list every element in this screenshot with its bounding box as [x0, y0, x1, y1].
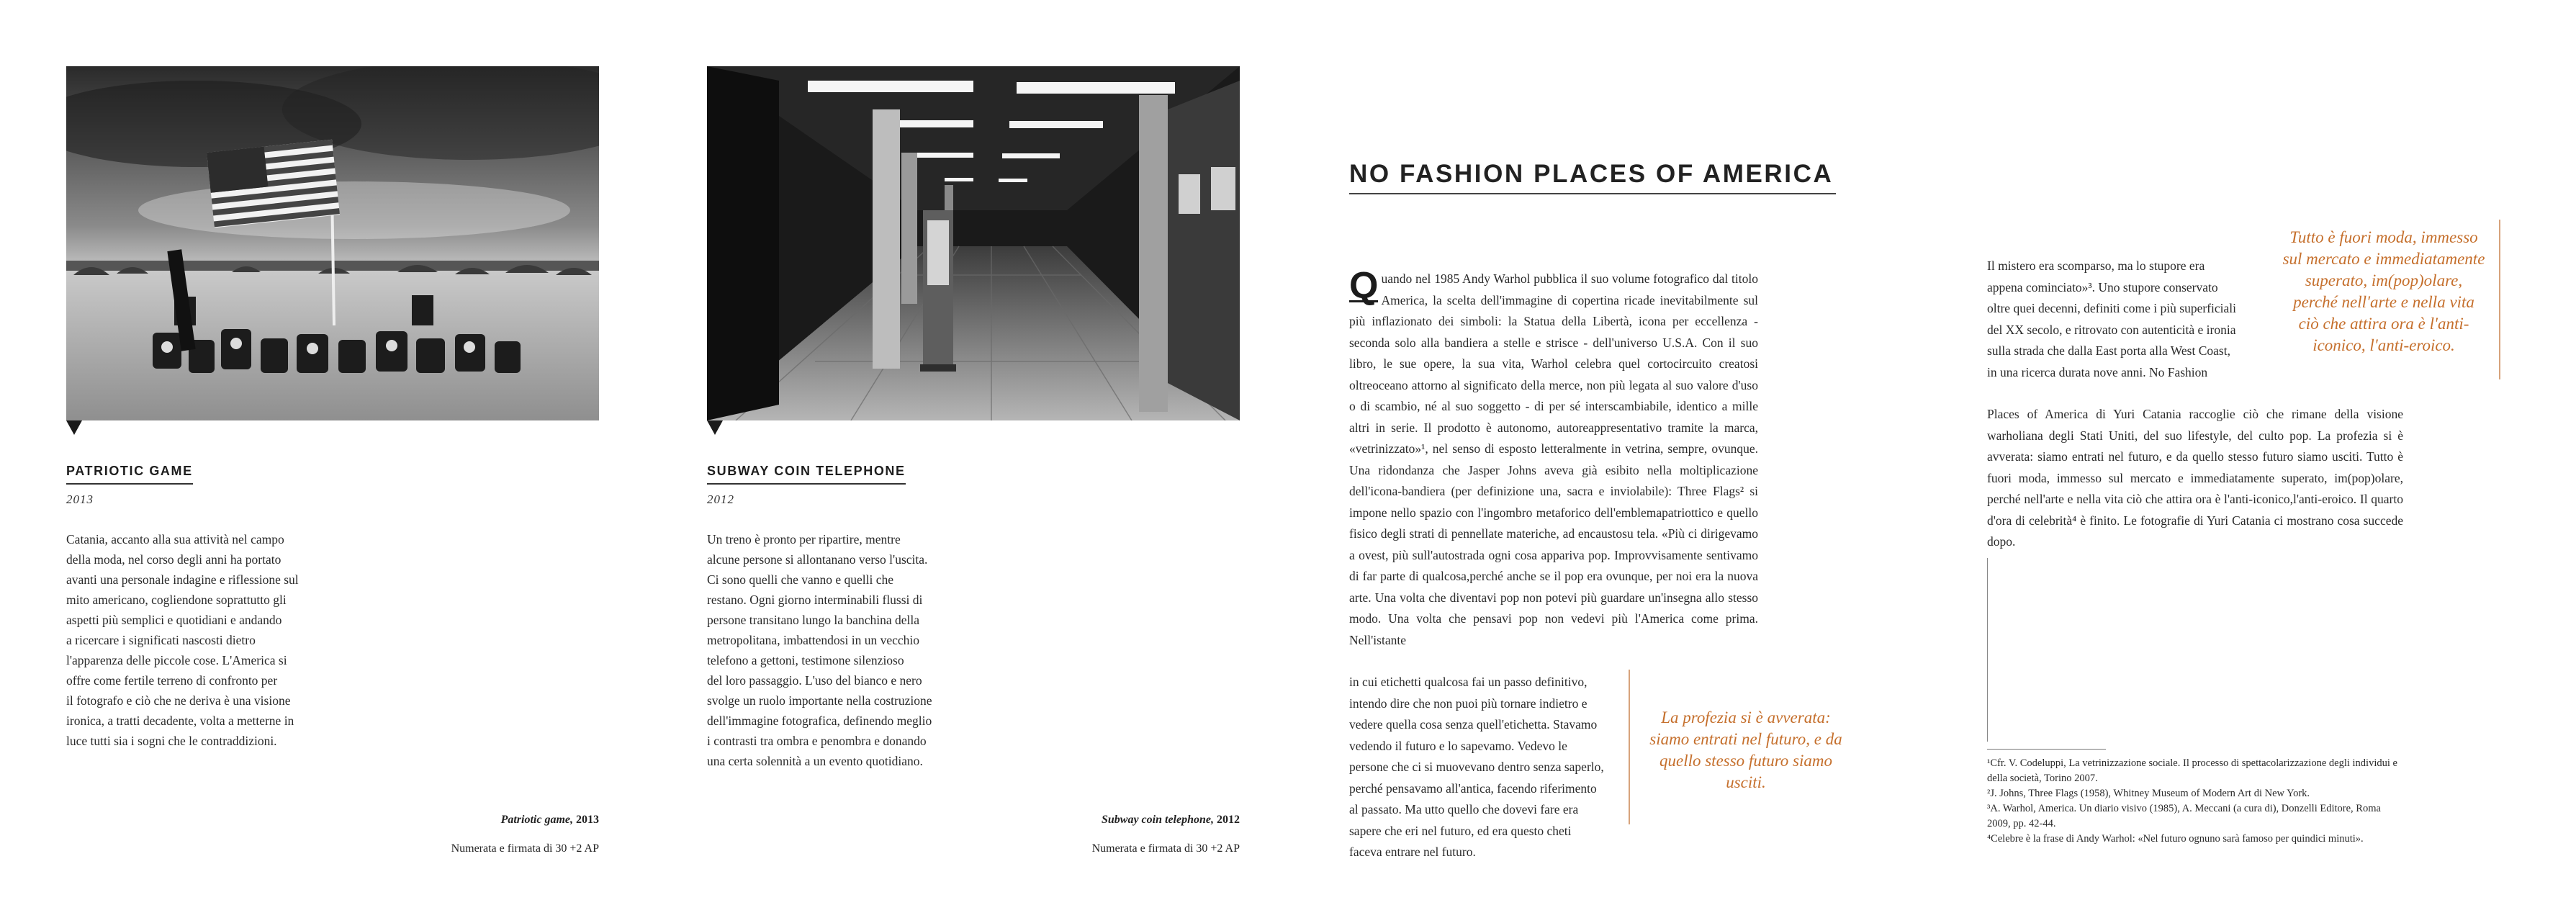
pull-quote: La profezia si è avverata: siamo entrati nel futuro, e da quello stesso futuro siamo usciti. [1629, 670, 1859, 824]
photo-credit [1001, 814, 1240, 827]
photo-edition: Numerata e firmata di 30 +2 AP [1091, 842, 1240, 855]
footnote: ²J. Johns, Three Flags (1958), Whitney Museum of Modern Art di New York. [1987, 788, 2310, 799]
article-column-2-narrow: Il mistero era scomparso, ma lo stupore era appena cominciato»³. Uno stupore conservato oltre quei decenni, definiti come i più superficiali del XX secolo, e ritrovato con autenticità e ironia sulla strada che dalla East porta alla West Coast, in una ricerca durata nove anni. No Fashion [1987, 258, 2236, 379]
footnote: ¹Cfr. V. Codeluppi, La vetrinizzazione sociale. Il processo di spettacolarizzazione degli individui e della società, Torino 2007. [1987, 757, 2397, 784]
pull-quote: Tutto è fuori moda, immesso sul mercato e immediatamente superato, im(pop)olare, perché nell'arte e nella vita ciò che attira ora è l'anti-iconico, l'anti-eroico. [2271, 220, 2500, 379]
article-column-2: Places of America di Yuri Catania raccoglie ciò che rimane della visione warholiana degli Stati Uniti, del suo lifestyle, del culto pop. La profezia si è avverata: siamo entrati nel futuro, e da quello stesso futuro siamo usciti. Tutto è fuori moda, immesso sul mercato e immediatamente superato, im(pop)olare, perché nell'arte e nella vita ciò che attira ora è l'anti-iconico,l'anti-eroico. Il quarto d'ora di celebrità⁴ è finito. Le fotografie di Yuri Catania ci mostrano cosa succede dopo. [1987, 407, 2403, 549]
photo-description: Un treno è pronto per ripartire, mentre alcune persone si allontanano verso l'uscita. Ci sono quelli che vanno e quelli che restano. Ogni giorno interminabili flussi di persone transitano lungo la banchina della metropolitana, imbattendosi in un vecchio telefono a gettoni, testimone silenzioso del loro passaggio. L'uso del bianco e nero svolge un ruolo importante nella costruzione dell'immagine fotografica, definendo meglio i contrasti tra ombra e penombra e donando una certa solennità a un evento quotidiano. [707, 532, 932, 768]
patriotic-game-photo [66, 66, 599, 420]
article-column-1 [1349, 265, 1758, 651]
column-divider [1987, 558, 1988, 742]
photo-pointer-icon [66, 420, 82, 435]
photo-title: SUBWAY COIN TELEPHONE [707, 464, 906, 485]
drop-cap: Q [1349, 265, 1379, 307]
photo-title: PATRIOTIC GAME [66, 464, 193, 485]
photo-description: Catania, accanto alla sua attività nel campo della moda, nel corso degli anni ha portato avanti una personale indagine e riflessione sul mito americano, cogliendone soprattutto gli aspetti più semplici e quotidiani e andando a ricercare i significati nascosti dietro l'apparenza delle piccole cose. L'America si offre come fertile terreno di confronto per il fotografo e ciò che ne deriva è una visione ironica, a tratti decadente, volta a metterne in luce tutti sia i sogni che le contraddizioni. [66, 532, 299, 748]
footnotes [1987, 756, 2403, 847]
article-title: NO FASHION PLACES OF AMERICA [1349, 160, 1834, 188]
subway-coin-telephone-photo [707, 66, 1240, 420]
footnote: ⁴Celebre è la frase di Andy Warhol: «Nel futuro ognuno sarà famoso per quindici minuti». [1987, 833, 2364, 845]
photo-credit [360, 814, 599, 827]
footnote: ³A. Warhol, America. Un diario visivo (1985), A. Meccani (a cura di), Donzelli Editore, Roma 2009, pp. 42-44. [1987, 803, 2381, 829]
photo-edition: Numerata e firmata di 30 +2 AP [451, 842, 599, 855]
credit-year: 2012 [1217, 814, 1240, 826]
title-underline [1349, 193, 1836, 194]
credit-title: Patriotic game, [500, 814, 573, 826]
photo-year: 2013 [66, 492, 94, 506]
photo-year: 2012 [707, 492, 734, 506]
footnote-divider [1987, 749, 2106, 750]
article-column-1-narrow: in cui etichetti qualcosa fai un passo definitivo, intendo dire che non puoi più tornare indietro e vedere quella cosa senza quell'etichetta. Stavamo vedendo il futuro e lo sapevamo. Vedevo le persone che ci si muovevano dentro senza saperlo, perché pensavamo all'antica, facendo riferimento al passato. Ma utto quello che dovevi fare era sapere che eri nel futuro, ed era questo cheti faceva entrare nel futuro. [1349, 675, 1604, 859]
credit-title: Subway coin telephone, [1101, 814, 1214, 826]
credit-year: 2013 [576, 814, 599, 826]
photo-pointer-icon [707, 420, 723, 435]
article-body-text: uando nel 1985 Andy Warhol pubblica il suo volume fotografico dal titolo America, la scelta dell'immagine di copertina ricade inevitabilmente sul più inflazionato dei simboli: la Statua della Libertà, icona per eccellenza - seconda solo alla bandiera a stelle e strisce - dell'universo U.S.A. Con il suo libro, le sue opere, la sua vita, Warhol celebra quel cortocircuito creatosi oltreoceano attorno al significato della merce, non più legata al suo valore d'uso o di scambio, né al suo soggetto - di per sé interscambiabile, identico a mille altri in serie. Il prodotto è autonomo, autoreappresentativo tramite la marca, «vetrinizzato»¹, nel senso di esposto letteralmente in vetrina, sempre, ovunque. Una ridondanza che Jasper Johns aveva già esibito nella moltiplicazione dell'icona-bandiera (per definizione una, sacra e inviolabile): Three Flags² si impone nello spazio con l'ingombro metaforico dell'emblemapatriottico e quello fisico degli strati di pennellate materiche, ad encaustosu tela. «Più ci dirigevamo a ovest, più sull'autostrada ogni cosa appariva pop. Improvvisamente sentivamo di far parte di qualcosa,perché anche se il pop era ovunque, per noi era la nuova arte. Una volta che diventavi pop non potevi più guardare un'insegna allo stesso modo. Una volta che pensavi pop non vedevi più l'America come prima. Nell'istante [1349, 271, 1758, 647]
